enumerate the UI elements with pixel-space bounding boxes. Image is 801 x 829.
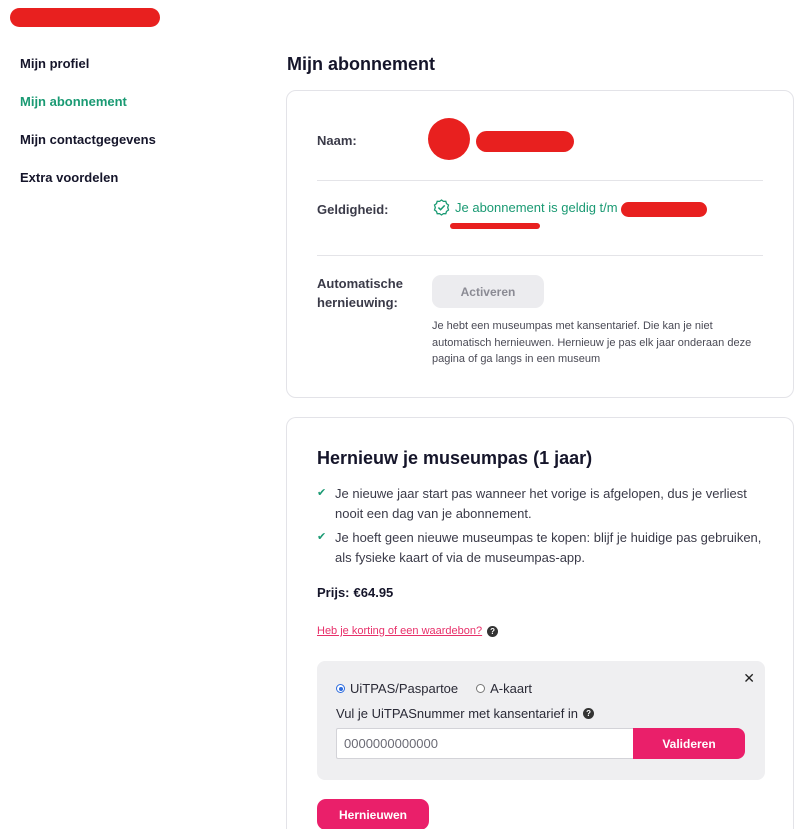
- uitpas-field-label: [336, 706, 594, 721]
- activate-button[interactable]: Activeren: [432, 275, 544, 308]
- radio-label: A-kaart: [490, 681, 533, 696]
- renew-title: Hernieuw je museumpas (1 jaar): [317, 448, 593, 468]
- benefits-list: [317, 484, 767, 572]
- divider: [317, 180, 763, 181]
- discount-row: [317, 625, 498, 637]
- discount-link[interactable]: Heb je korting of een waardebon?: [317, 625, 483, 637]
- validate-button[interactable]: Valideren: [633, 728, 745, 759]
- check-icon: ✔: [317, 531, 327, 543]
- redaction-mark-header: [10, 8, 160, 27]
- verified-check-icon: [433, 199, 450, 216]
- list-item: [317, 484, 767, 523]
- divider: [317, 255, 763, 256]
- renew-card: [286, 417, 794, 829]
- name-label: Naam:: [317, 133, 357, 148]
- close-icon[interactable]: ✕: [743, 670, 755, 686]
- subscription-card: [286, 90, 794, 398]
- sidebar-item-contactgegevens[interactable]: Mijn contactgegevens: [20, 132, 156, 147]
- sidebar-item-extra-voordelen[interactable]: Extra voordelen: [20, 170, 119, 185]
- sidebar-item-profiel[interactable]: Mijn profiel: [20, 56, 90, 71]
- radio-a-kaart[interactable]: [476, 681, 532, 696]
- redaction-mark-underline: [450, 223, 540, 229]
- auto-renew-label: Automatische hernieuwing:: [317, 276, 403, 310]
- validity-label: Geldigheid:: [317, 202, 389, 217]
- discount-panel: [317, 661, 765, 780]
- check-icon: ✔: [317, 487, 327, 499]
- bullet-text: Je nieuwe jaar start pas wanneer het vorige is afgelopen, dus je verliest nooit een dag van je abonnement.: [335, 486, 747, 521]
- validity-text: Je abonnement is geldig t/m: [455, 200, 618, 215]
- question-circle-icon[interactable]: ?: [583, 708, 594, 719]
- price-label: Prijs:: [317, 585, 350, 600]
- sidebar: [20, 55, 260, 207]
- question-circle-icon[interactable]: ?: [487, 626, 498, 637]
- card-type-radios: [336, 681, 532, 696]
- radio-uitpas[interactable]: [336, 681, 458, 696]
- bullet-text: Je hoeft geen nieuwe museumpas te kopen: blijf je huidige pas gebruiken, als fysieke kaart of via de museumpas-app.: [335, 530, 762, 565]
- page-title: Mijn abonnement: [287, 54, 435, 74]
- redaction-mark-date: [621, 202, 707, 217]
- price-value: €64.95: [353, 585, 394, 600]
- list-item: [317, 528, 767, 567]
- uitpas-number-input[interactable]: [336, 728, 634, 759]
- radio-label: UiTPAS/Paspartoe: [350, 681, 459, 696]
- redaction-mark-name: [476, 131, 574, 152]
- sidebar-item-abonnement[interactable]: Mijn abonnement: [20, 94, 127, 109]
- radio-unselected-icon[interactable]: [476, 684, 485, 693]
- redaction-mark-name-initial: [428, 118, 470, 160]
- radio-selected-icon[interactable]: [336, 684, 345, 693]
- price: [317, 585, 393, 600]
- renew-button[interactable]: Hernieuwen: [317, 799, 429, 829]
- field-label-text: Vul je UiTPASnummer met kansentarief in: [336, 706, 579, 721]
- auto-renew-note: Je hebt een museumpas met kansentarief. Die kan je niet automatisch hernieuwen. Hernieuw je pas elk jaar onderaan deze pagina of ga langs in een museum: [432, 320, 752, 365]
- validity-status: [433, 199, 618, 216]
